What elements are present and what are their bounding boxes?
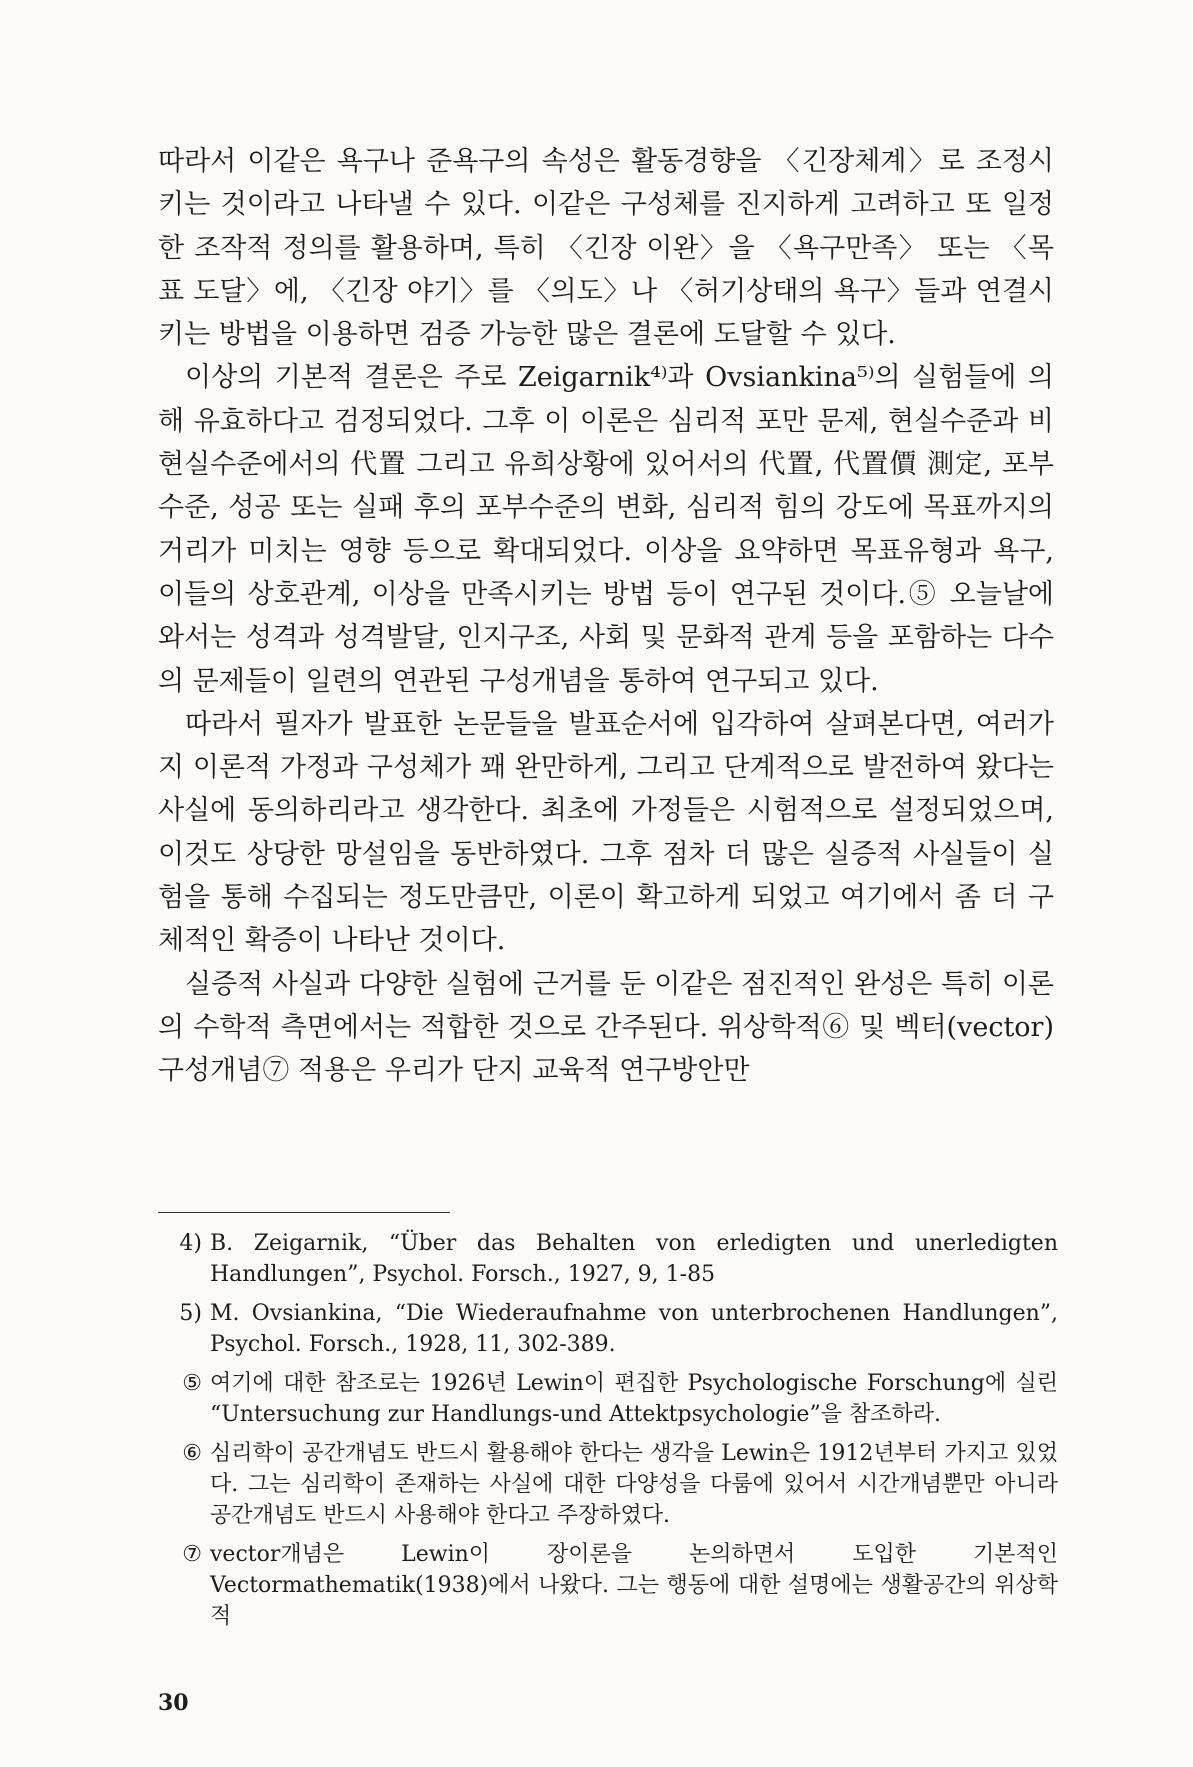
footnote-text: 심리학이 공간개념도 반드시 활용해야 한다는 생각을 Lewin은 1912년부터 가지고 있었다. 그는 심리학이 존재하는 사실에 대한 다양성을 다룸에 있어서 시간개념뿐만 아니라 공간개념도 반드시 사용해야 한다고 주장하였다. [210, 1441, 1058, 1528]
footnote-marker: ⑥ [182, 1441, 202, 1466]
footnote-4 [158, 1228, 1058, 1290]
footnote-marker: ⑦ [182, 1542, 202, 1567]
endnote-7 [158, 1539, 1058, 1632]
footnote-marker: 5) [179, 1301, 202, 1326]
footnote-marker: ⑤ [182, 1371, 202, 1396]
endnote-6 [158, 1438, 1058, 1531]
endnote-5 [158, 1368, 1058, 1430]
main-text [158, 140, 1054, 1093]
paragraph-4: 실증적 사실과 다양한 실험에 근거를 둔 이같은 점진적인 완성은 특히 이론의 수학적 측면에서는 적합한 것으로 간주된다. 위상학적⑥ 및 벡터(vector) 구성개념⑦ 적용은 우리가 단지 교육적 연구방안만 [158, 968, 1054, 1087]
footnotes [158, 1228, 1058, 1640]
paragraph-3: 따라서 필자가 발표한 논문들을 발표순서에 입각하여 살펴본다면, 여러가지 이론적 가정과 구성체가 꽤 완만하게, 그리고 단계적으로 발전하여 왔다는 사실에 동의하리라고 생각한다. 최초에 가정들은 시험적으로 설정되었으며, 이것도 상당한 망설임을 동반하였다. 그후 점차 더 많은 실증적 사실들이 실험을 통해 수집되는 정도만큼만, 이론이 확고하게 되었고 여기에서 좀 더 구체적인 확증이 나타난 것이다. [158, 708, 1054, 957]
footnote-text: 여기에 대한 참조로는 1926년 Lewin이 편집한 Psychologische Forschung에 실린 “Untersuchung zur Handlungs-und Attektpsychologie”을 참조하라. [210, 1371, 1058, 1427]
page-number: 30 [158, 1690, 189, 1716]
footnote-text: B. Zeigarnik, “Über das Behalten von erledigten und unerledigten Handlungen”, Psychol. Forsch., 1927, 9, 1-85 [210, 1231, 1058, 1287]
footnote-marker: 4) [179, 1231, 202, 1256]
footnote-text: M. Ovsiankina, “Die Wiederaufnahme von unterbrochenen Handlungen”, Psychol. Forsch., 1928, 11, 302-389. [210, 1301, 1058, 1357]
footnote-text: vector개념은 Lewin이 장이론을 논의하면서 도입한 기본적인 Vectormathematik(1938)에서 나왔다. 그는 행동에 대한 설명에는 생활공간의 위상학적 [210, 1542, 1058, 1629]
paragraph-1: 따라서 이같은 욕구나 준욕구의 속성은 활동경향을 〈긴장체계〉로 조정시키는 것이라고 나타낼 수 있다. 이같은 구성체를 진지하게 고려하고 또 일정한 조작적 정의를 활용하며, 특히 〈긴장 이완〉을 〈욕구만족〉 또는 〈목표 도달〉에, 〈긴장 야기〉를 〈의도〉나 〈허기상태의 욕구〉들과 연결시키는 방법을 이용하면 검증 가능한 많은 결론에 도달할 수 있다. [158, 146, 1054, 351]
footnote-5 [158, 1298, 1058, 1360]
paragraph-2: 이상의 기본적 결론은 주로 Zeigarnik⁴⁾과 Ovsiankina⁵⁾의 실험들에 의해 유효하다고 검정되었다. 그후 이 이론은 심리적 포만 문제, 현실수준과 비현실수준에서의 代置 그리고 유희상황에 있어서의 代置, 代置價 測定, 포부수준, 성공 또는 실패 후의 포부수준의 변화, 심리적 힘의 강도에 목표까지의 거리가 미치는 영향 등으로 확대되었다. 이상을 요약하면 목표유형과 욕구, 이들의 상호관계, 이상을 만족시키는 방법 등이 연구된 것이다.⑤ 오늘날에 와서는 성격과 성격발달, 인지구조, 사회 및 문화적 관계 등을 포함하는 다수의 문제들이 일련의 연관된 구성개념을 통하여 연구되고 있다. [158, 362, 1054, 697]
footnote-divider [158, 1212, 450, 1213]
